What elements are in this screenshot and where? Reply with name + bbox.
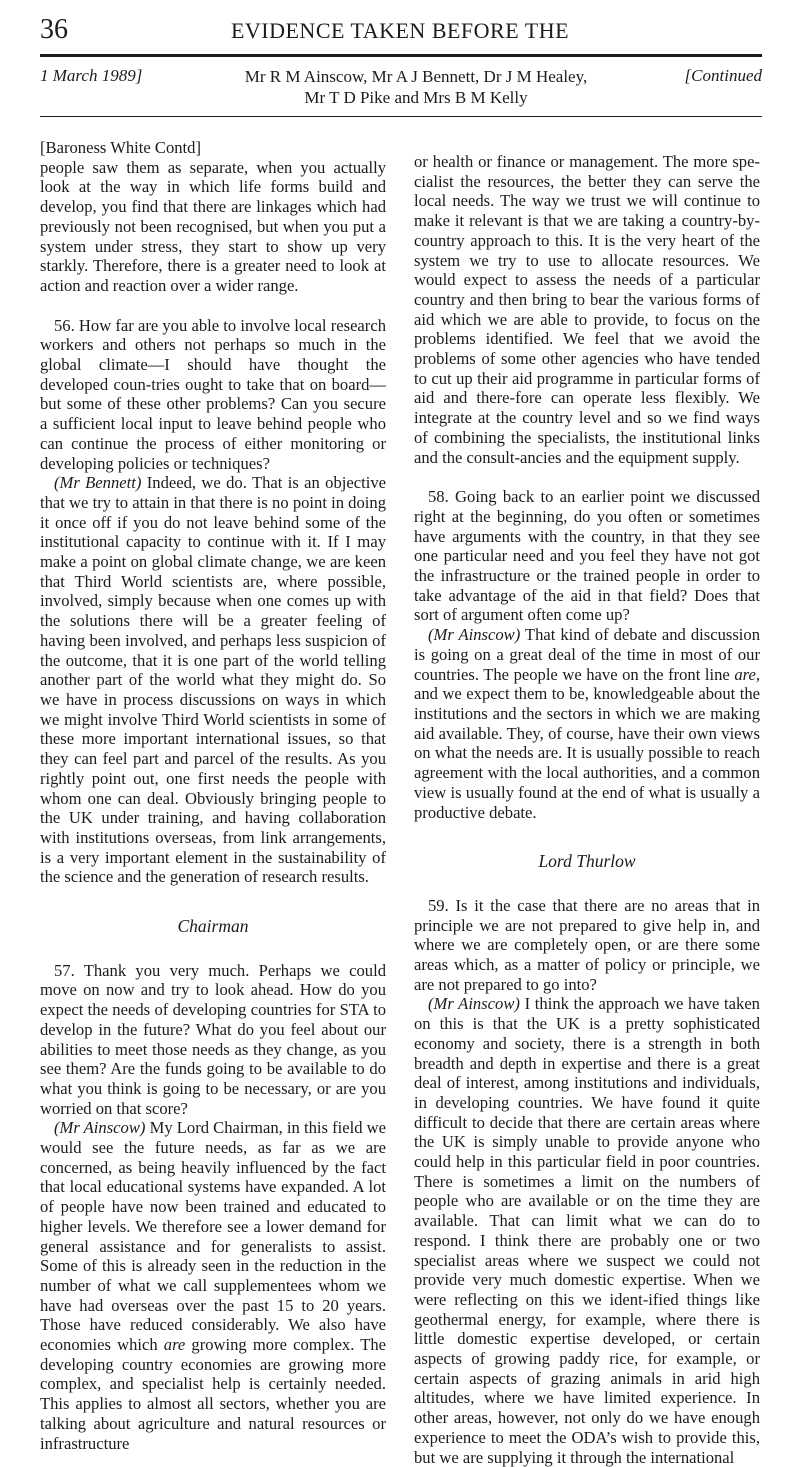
question-56: 56. How far are you able to involve local research workers and others not perhaps so much in the global climate—I should have thought the developed coun-tries ought to take that on board—but some of these other problems? Can you secure a sufficient local input to leave behind people who can continue the process of either monitoring or developing policies or techniques? bbox=[40, 315, 386, 473]
question-58: 58. Going back to an earlier point we discussed right at the beginning, do you often or sometimes have arguments with the country, in that they see one particular need and you feel they have not got the infrastructure or the trained people in order to take advantage of the aid in that field? Does that sort of argument often come up? bbox=[414, 487, 760, 625]
continued-label: [Continued bbox=[684, 66, 762, 85]
answer-57-speaker: (Mr Ainscow) bbox=[54, 1118, 146, 1138]
answer-57 bbox=[40, 1118, 386, 1453]
answer-56-text: Indeed, we do. That is an objective that we try to attain in that there is no point in doing it once off if you do not leave behind some of the institutional capacity to continue with it. If I may make a point on global climate change, we are keen that Third World scientists are, where possible, involved, simply because when one comes up with the solutions there will be a greater feeling of having been involved, and perhaps less suspicion of the outcome, that it is one part of the world telling another part of the world what they might do. So we have in process discussions on ways in which we might involve Third World scientists in some of these more important international issues, so that they can feel part and parcel of the results. As you rightly point out, one first needs the people with whom one can deal. Obviously bringing people to the UK under training, and having collaboration with institutions overseas, from link arrangements, is a very important element in the sustainability of the science and the generation of research results. bbox=[40, 473, 386, 887]
answer-59-text: I think the approach we have taken on this is that the UK is a pretty sophisticated economy and society, there is a strength in both breadth and depth in expertise and there is a great deal of interest, among institutions and individuals, in developing countries. We have found it quite difficult to decide that there are certain areas where the UK is simply unable to provide anyone who could help in this particular field in poor countries. There is sometimes a limit on the numbers of people who are available or on the time they are available. That can limit what we can do to respond. I think there are probably one or two specialist areas where we suspect we could not provide very much domestic expertise. When we were reflecting on this we ident-ified things like geothermal energy, for example, where there is little domestic expertise developed, or certain aspects of growing paddy rice, for example, or certain aspects of grazing animals in arid high altitudes, where we have limited experience. In other areas, however, not only do we have enough experience to meet the ODA’s wish to provide this, but we are supplying it through the international bbox=[414, 994, 760, 1467]
intro-paragraph: people saw them as separate, when you actually look at the way in which life forms build and develop, you find that there are linkages which had previously not been recognised, but when you put a system under stress, they start to show up very starkly. Therefore, there is a greater need to look at action and reaction over a wider range. bbox=[40, 157, 386, 295]
answer-59 bbox=[414, 994, 760, 1467]
answer-58-speaker: (Mr Ainscow) bbox=[428, 625, 521, 645]
answer-57-text-1: My Lord Chairman, in this field we would see the future needs, as far as we are concerned, as being heavily influenced by the fact that local educational systems have expanded. A lot of people have now been trained and educated to higher levels. We therefore see a lower demand for general assistance and for generalists to assist. Some of this is already seen in the reduction in the number of what we call supplementees whom we have had overseas over the past 15 to 20 years. Those have reduced considerably. We also have economies which bbox=[40, 1118, 386, 1355]
running-title: EVIDENCE TAKEN BEFORE THE bbox=[230, 18, 570, 43]
answer-59-speaker: (Mr Ainscow) bbox=[428, 994, 520, 1014]
lord-thurlow-heading: Lord Thurlow bbox=[538, 851, 636, 872]
session-rule bbox=[40, 116, 762, 117]
left-column bbox=[40, 138, 386, 1453]
witness-line-2: Mr T D Pike and Mrs B M Kelly bbox=[304, 88, 528, 107]
answer-58 bbox=[414, 625, 760, 822]
chairman-heading: Chairman bbox=[177, 916, 249, 937]
answer-56 bbox=[40, 473, 386, 887]
session-header bbox=[40, 66, 762, 110]
page-header bbox=[40, 14, 760, 50]
question-57: 57. Thank you very much. Perhaps we could move on now and try to look ahead. How do you expect the needs of developing countries for STA to develop in the future? What do you feel about our abilities to meet those needs as they change, as you see them? Are the funds going to be available to do what you think is going to be necessary, or are you worried on that score? bbox=[40, 960, 386, 1118]
answer-58-text-2: , and we expect them to be, knowledgeable about the institutions and the sectors in which we are making aid available. They, of course, have their own views on what the needs are. It is usually possible to reach agreement with the local authorities, and a common view is usually found at the end of what is usually a productive debate. bbox=[414, 664, 760, 822]
answer-58-text-1: That kind of debate and discussion is going on a great deal of the time in most of our countries. The people we have on the front line bbox=[414, 625, 760, 684]
answer-57-continued: or health or finance or management. The more spe-cialist the resources, the better they can serve the local needs. The way we trust we will continue to make it relevant is that we are taking a country-by-country approach to this. It is the very heart of the system we try to use to allocate resources. We would expect to assess the needs of a particular country and then bring to bear the various forms of aid which we are able to provide, to focus on the problems identified. We feel that we avoid the problems of some other agencies who have tended to cut up their aid programme in particular forms of aid and there-fore can operate less flexibly. We integrate at the country level and so we find ways of combining the specialists, the institutional links and the consult-ancies and the equipment supply. bbox=[414, 152, 760, 467]
answer-56-speaker: (Mr Bennett) bbox=[54, 473, 142, 493]
witness-list bbox=[190, 66, 642, 108]
header-rule bbox=[40, 54, 762, 57]
session-date: 1 March 1989] bbox=[40, 66, 143, 85]
right-column bbox=[414, 152, 760, 1467]
speaker-continued-label: [Baroness White Contd] bbox=[40, 138, 201, 157]
page-number: 36 bbox=[40, 14, 68, 45]
witness-line-1: Mr R M Ainscow, Mr A J Bennett, Dr J M Healey, bbox=[244, 67, 588, 86]
answer-58-emphasis: are bbox=[734, 664, 756, 684]
answer-57-emphasis: are bbox=[163, 1335, 186, 1355]
answer-57-text-2: growing more complex. The developing country economies are growing more complex, and specialist help is certainly needed. This applies to almost all sectors, whether you are talking about agriculture and natural resources or infrastructure bbox=[40, 1335, 387, 1453]
question-59: 59. Is it the case that there are no areas that in principle we are not prepared to give help in, and where we are completely open, or are there some areas which, as a matter of policy or principle, we are not prepared to go into? bbox=[414, 895, 760, 994]
